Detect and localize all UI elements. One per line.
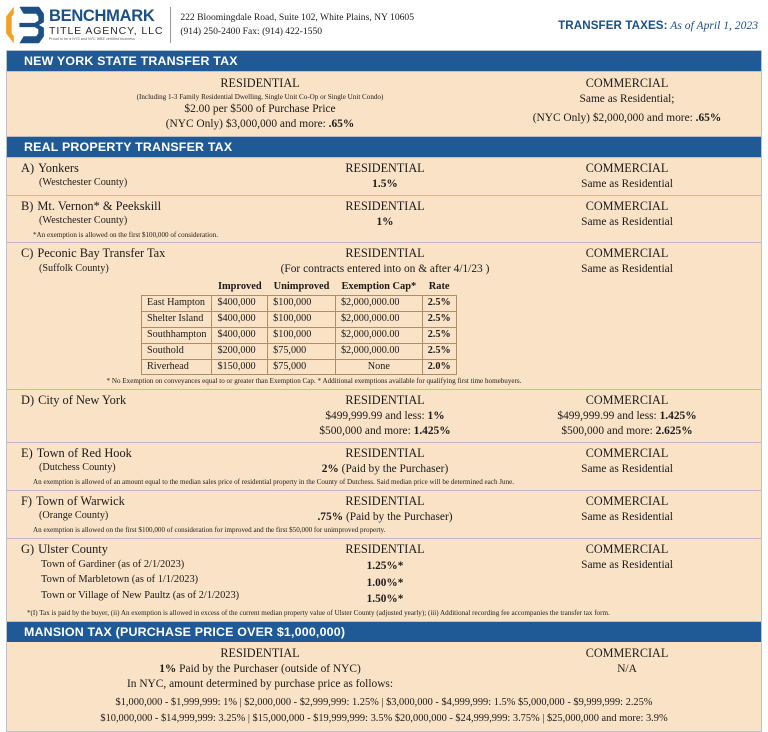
peconic-col-improved: Improved <box>212 279 268 296</box>
warwick-commercial-heading: COMMERCIAL <box>585 493 669 508</box>
warwick-commercial-value: Same as Residential <box>581 510 673 523</box>
ulster-title <box>21 542 277 557</box>
peconic-county: (Suffolk County) <box>39 262 109 274</box>
mtvernon-title <box>21 199 277 214</box>
table-row <box>142 312 457 328</box>
mansion-residential-payer: Paid by the Purchaser (outside of NYC) <box>176 663 361 676</box>
table-row <box>142 343 457 359</box>
peconic-improved: $400,000 <box>212 328 268 344</box>
tax-sheet <box>6 50 762 732</box>
peconic-letter: C) <box>21 246 34 261</box>
nyc-commercial-line-2 <box>493 424 761 439</box>
table-row <box>142 359 457 375</box>
ulster-commercial-value: Same as Residential <box>581 558 673 571</box>
warwick-county: (Orange County) <box>39 510 109 522</box>
nyc-residential-line-2-prefix: $500,000 and more: <box>319 425 414 438</box>
nyc-title <box>21 393 277 408</box>
nyc-commercial-cell <box>493 393 761 439</box>
ulster-label: Ulster County <box>38 541 108 556</box>
section-band-nys: NEW YORK STATE TRANSFER TAX <box>7 51 761 72</box>
nyc-residential-heading: RESIDENTIAL <box>345 393 425 408</box>
peconic-cap: $2,000,000.00 <box>335 312 422 328</box>
document-title-label: TRANSFER TAXES: <box>558 18 668 32</box>
peconic-col-exemption-cap: Exemption Cap* <box>335 279 422 296</box>
mansion-residential-line-1 <box>27 662 493 677</box>
ulster-rate-gardiner: 1.25%* <box>366 559 404 572</box>
mtvernon-residential-cell <box>277 199 493 230</box>
yonkers-residential-cell <box>277 161 493 192</box>
ulster-commercial-heading: COMMERCIAL <box>585 541 669 556</box>
ulster-name-cell <box>7 542 277 609</box>
yonkers-residential-heading: RESIDENTIAL <box>345 160 425 175</box>
mansion-commercial-heading: COMMERCIAL <box>585 646 669 661</box>
table-row <box>142 328 457 344</box>
redhook-residential-value <box>277 462 493 477</box>
nys-residential-cell <box>7 76 493 132</box>
section-band-rptt: REAL PROPERTY TRANSFER TAX <box>7 137 761 158</box>
peconic-header-row <box>142 279 457 296</box>
peconic-town: Riverhead <box>142 359 212 375</box>
peconic-improved: $150,000 <box>212 359 268 375</box>
peconic-label: Peconic Bay Transfer Tax <box>37 246 166 261</box>
ulster-letter: G) <box>21 541 35 556</box>
peconic-improved: $400,000 <box>212 296 268 312</box>
peconic-town: Southhampton <box>142 328 212 344</box>
redhook-residential-payer: (Paid by the Purchaser) <box>338 463 449 476</box>
peconic-col-rate: Rate <box>422 279 456 296</box>
mtvernon-commercial-value: Same as Residential <box>581 215 673 228</box>
nyc-commercial-heading: COMMERCIAL <box>585 393 669 408</box>
peconic-unimproved: $100,000 <box>268 328 336 344</box>
ulster-rate-new-paultz: 1.50%* <box>366 593 404 606</box>
ulster-footnote: *(I) Tax is paid by the buyer, (ii) An exemption is allowed in excess of the current median property value of Ulster County (adjusted yearly); (iii) Additional recording fee accompanies the transfer tax form. <box>27 609 610 618</box>
peconic-title <box>21 246 277 261</box>
warwick-residential-rate: .75% <box>317 510 344 523</box>
peconic-town: Southold <box>142 343 212 359</box>
benchmark-hexagon-logo-icon <box>4 4 46 46</box>
peconic-rate: 2.5% <box>422 328 456 344</box>
peconic-residential-cell <box>277 246 493 277</box>
mansion-tier-line-2: $10,000,000 - $14,999,999: 3.25% | $15,000,000 - $19,999,999: 3.5% $20,000,000 - $24,999,999: 3.75% | $25,000,000 and more: 3.9% <box>100 712 668 724</box>
redhook-residential-heading: RESIDENTIAL <box>345 446 425 461</box>
document-title-date: As of April 1, 2023 <box>667 18 758 32</box>
table-row-yonkers <box>7 158 761 196</box>
peconic-rate: 2.5% <box>422 296 456 312</box>
peconic-unimproved: $75,000 <box>268 359 336 375</box>
mtvernon-commercial-heading: COMMERCIAL <box>585 198 669 213</box>
logo-company-name: BENCHMARK <box>49 7 155 26</box>
redhook-name-cell <box>7 446 277 477</box>
peconic-rate: 2.5% <box>422 312 456 328</box>
nyc-commercial-line-1-rate: 1.425% <box>659 410 697 423</box>
peconic-town: Shelter Island <box>142 312 212 328</box>
nyc-name-cell <box>7 393 277 439</box>
peconic-commercial-heading: COMMERCIAL <box>585 246 669 261</box>
nys-commercial-line-2-rate: .65% <box>695 111 722 124</box>
nys-residential-line-2-prefix: (NYC Only) $3,000,000 and more: <box>165 117 329 130</box>
yonkers-name-cell <box>7 161 277 192</box>
redhook-county: (Dutchess County) <box>39 462 116 474</box>
mansion-residential-rate: 1% <box>159 663 177 676</box>
peconic-footnote: * No Exemption on conveyances equal to or greater than Exemption Cap. * Additional exemptions available for qualifying first time homebuyers. <box>106 377 522 386</box>
warwick-label: Town of Warwick <box>36 493 125 508</box>
ulster-town-gardiner: Town of Gardiner (as of 2/1/2023) <box>41 558 185 570</box>
ulster-rate-marbletown: 1.00%* <box>366 576 404 589</box>
nys-residential-paren: (Including 1-3 Family Residential Dwelling, Single Unit Co-Op or Single Unit Condo) <box>136 92 384 101</box>
mtvernon-footnote: *An exemption is allowed on the first $100,000 of consideration. <box>33 230 218 239</box>
nyc-residential-line-1 <box>277 409 493 424</box>
nyc-label: City of New York <box>38 393 127 408</box>
nys-commercial-line-2 <box>493 107 761 126</box>
ulster-town-marbletown: Town of Marbletown (as of 1/1/2023) <box>41 574 199 586</box>
yonkers-commercial-heading: COMMERCIAL <box>585 160 669 175</box>
peconic-unimproved: $100,000 <box>268 312 336 328</box>
logo-tagline: Proud to be a NYS and NYC WBE certified business <box>49 37 135 42</box>
yonkers-residential-rate: 1.5% <box>372 177 398 190</box>
yonkers-commercial-value: Same as Residential <box>581 177 673 190</box>
peconic-col-unimproved: Unimproved <box>268 279 336 296</box>
yonkers-title <box>21 161 277 176</box>
nyc-letter: D) <box>21 393 35 408</box>
peconic-improved: $400,000 <box>212 312 268 328</box>
warwick-residential-heading: RESIDENTIAL <box>345 493 425 508</box>
ulster-commercial-cell <box>493 542 761 609</box>
ulster-residential-heading: RESIDENTIAL <box>345 541 425 556</box>
mansion-residential-line-2: In NYC, amount determined by purchase price as follows: <box>126 678 394 691</box>
peconic-rate: 2.5% <box>422 343 456 359</box>
mansion-commercial-value: N/A <box>617 663 637 676</box>
warwick-title <box>21 494 277 509</box>
warwick-residential-cell <box>277 494 493 525</box>
peconic-residential-sub: (For contracts entered into on & after 4/1/23 ) <box>280 263 490 276</box>
mtvernon-commercial-cell <box>493 199 761 230</box>
nys-residential-line-2-rate: .65% <box>328 117 355 130</box>
nyc-commercial-line-1 <box>493 409 761 424</box>
nys-commercial-line-2-prefix: (NYC Only) $2,000,000 and more: <box>532 111 696 124</box>
yonkers-label: Yonkers <box>38 160 79 175</box>
company-address <box>180 11 414 39</box>
nys-commercial-cell <box>493 76 761 132</box>
warwick-letter: F) <box>21 493 33 508</box>
redhook-footnote: An exemption is allowed of an amount equal to the median sales price of residential property in the County of Dutchess. Said median price will be determined each June. <box>33 478 515 487</box>
peconic-improved: $200,000 <box>212 343 268 359</box>
nys-commercial-line-1: Same as Residential; <box>579 92 675 105</box>
ulster-residential-cell <box>277 542 493 609</box>
mansion-residential-heading: RESIDENTIAL <box>220 646 300 661</box>
mtvernon-label: Mt. Vernon* & Peekskill <box>37 198 162 213</box>
mtvernon-residential-heading: RESIDENTIAL <box>345 198 425 213</box>
mansion-commercial-cell <box>493 646 761 692</box>
yonkers-letter: A) <box>21 160 35 175</box>
redhook-label: Town of Red Hook <box>36 446 132 461</box>
document-title <box>558 19 760 32</box>
peconic-cap: $2,000,000.00 <box>335 328 422 344</box>
peconic-residential-heading: RESIDENTIAL <box>345 246 425 261</box>
peconic-unimproved: $75,000 <box>268 343 336 359</box>
redhook-title <box>21 446 277 461</box>
nyc-commercial-line-2-prefix: $500,000 and more: <box>561 425 656 438</box>
address-line-2: (914) 250-2400 Fax: (914) 422-1550 <box>180 26 323 37</box>
nys-residential-heading: RESIDENTIAL <box>220 76 300 90</box>
peconic-col-town <box>142 279 212 296</box>
nys-transfer-tax-row <box>7 72 761 137</box>
table-row-city-of-new-york <box>7 390 761 443</box>
table-row-peconic-bay <box>7 243 761 390</box>
peconic-commercial-cell <box>493 246 761 277</box>
mansion-tax-body <box>7 642 761 731</box>
nyc-residential-line-2-rate: 1.425% <box>413 425 451 438</box>
mtvernon-name-cell <box>7 199 277 230</box>
table-row <box>142 296 457 312</box>
nyc-residential-line-1-prefix: $499,999.99 and less: <box>325 410 428 423</box>
address-line-1: 222 Bloomingdale Road, Suite 102, White Plains, NY 10605 <box>180 12 415 24</box>
peconic-rate: 2.0% <box>422 359 456 375</box>
redhook-residential-cell <box>277 446 493 477</box>
masthead <box>0 0 768 50</box>
nys-residential-line-1: $2.00 per $500 of Purchase Price <box>184 102 336 115</box>
redhook-commercial-heading: COMMERCIAL <box>585 446 669 461</box>
peconic-rates-table-wrap <box>7 277 761 376</box>
warwick-commercial-cell <box>493 494 761 525</box>
nys-residential-line-2 <box>27 117 493 132</box>
nys-commercial-heading: COMMERCIAL <box>585 76 669 90</box>
warwick-residential-value <box>277 510 493 525</box>
warwick-footnote: An exemption is allowed on the first $100,000 of consideration for improved and the first $50,000 for unimproved property. <box>33 525 386 534</box>
peconic-cap: $2,000,000.00 <box>335 296 422 312</box>
mtvernon-county: (Westchester County) <box>39 214 128 226</box>
peconic-cap: $2,000,000.00 <box>335 343 422 359</box>
ulster-town-new-paultz: Town or Village of New Paultz (as of 2/1/2023) <box>41 590 240 602</box>
redhook-commercial-value: Same as Residential <box>581 463 673 476</box>
yonkers-commercial-cell <box>493 161 761 192</box>
nyc-residential-cell <box>277 393 493 439</box>
nyc-residential-line-1-rate: 1% <box>427 410 445 423</box>
peconic-unimproved: $100,000 <box>268 296 336 312</box>
mtvernon-residential-rate: 1% <box>376 215 394 228</box>
yonkers-county: (Westchester County) <box>39 176 128 188</box>
peconic-commercial-value: Same as Residential <box>581 263 673 276</box>
peconic-town: East Hampton <box>142 296 212 312</box>
peconic-rates-table <box>141 279 457 375</box>
masthead-divider <box>170 7 171 43</box>
mtvernon-letter: B) <box>21 198 34 213</box>
redhook-letter: E) <box>21 446 33 461</box>
company-logo <box>4 4 163 46</box>
logo-company-subname: TITLE AGENCY, LLC <box>49 24 164 37</box>
nyc-residential-line-2 <box>277 424 493 439</box>
mansion-residential-cell <box>7 646 493 692</box>
warwick-name-cell <box>7 494 277 525</box>
mansion-tier-line-1: $1,000,000 - $1,999,999: 1% | $2,000,000 - $2,999,999: 1.25% | $3,000,000 - $4,999,999: 1.5% $5,000,000 - $9,999,999: 2.25% <box>115 697 653 709</box>
nyc-commercial-line-1-prefix: $499,999.99 and less: <box>557 410 660 423</box>
redhook-residential-rate: 2% <box>321 463 339 476</box>
table-row-ulster-county <box>7 539 761 622</box>
section-band-mansion-tax: MANSION TAX (PURCHASE PRICE OVER $1,000,000) <box>7 621 761 642</box>
peconic-name-cell <box>7 246 277 277</box>
warwick-residential-payer: (Paid by the Purchaser) <box>343 510 453 523</box>
peconic-cap: None <box>335 359 422 375</box>
table-row-mt-vernon-peekskill <box>7 196 761 244</box>
table-row-warwick <box>7 491 761 539</box>
nyc-commercial-line-2-rate: 2.625% <box>655 425 693 438</box>
table-row-red-hook <box>7 443 761 491</box>
redhook-commercial-cell <box>493 446 761 477</box>
